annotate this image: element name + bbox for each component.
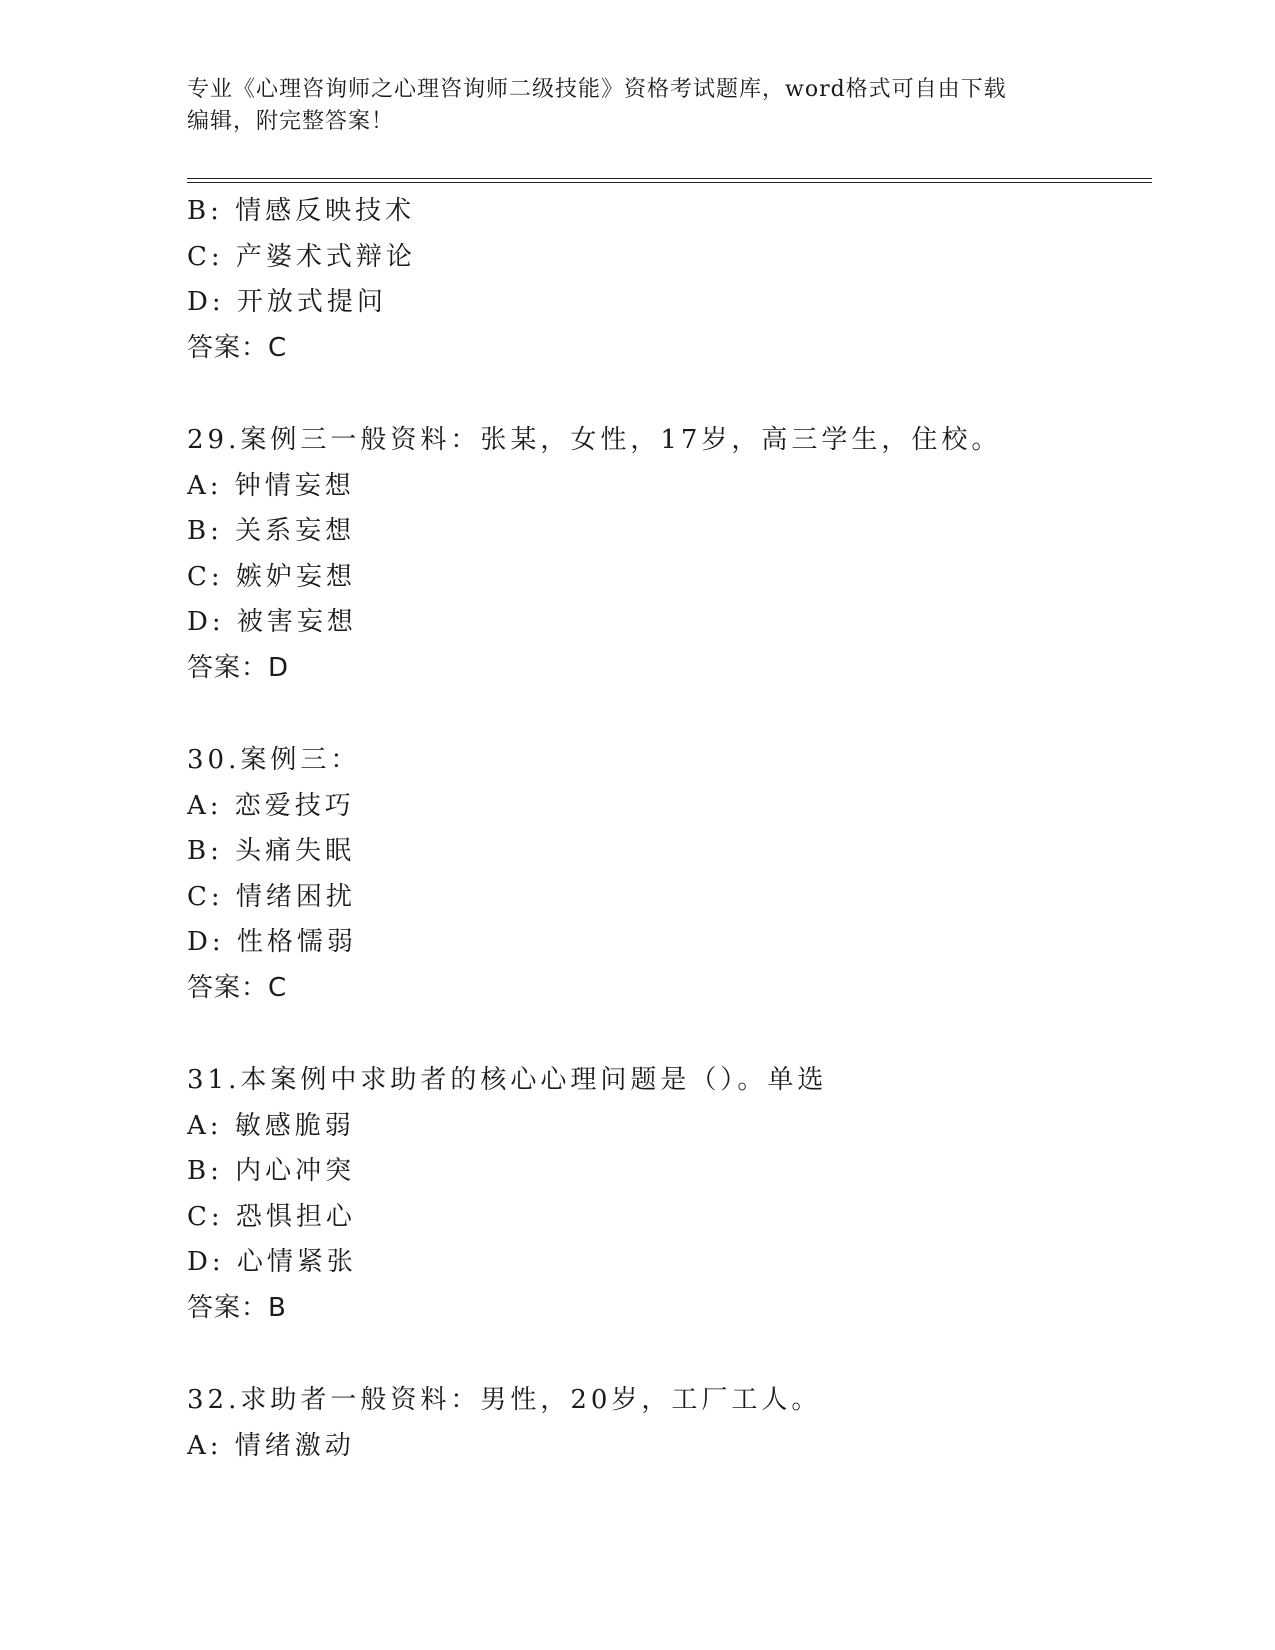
header-divider-bottom [187,182,1152,183]
option-b: B: 内心冲突 [187,1156,356,1186]
option-c: C: 嫉妒妄想 [187,561,356,592]
question-text: 29.案例三一般资料：张某，女性，17岁，高三学生，住校。 [187,425,1002,455]
answer: 答案：B [187,1292,287,1323]
option-b: B: 情感反映技术 [187,196,416,226]
option-b: B: 关系妄想 [187,516,356,546]
option-a: A: 情绪激动 [187,1430,355,1461]
option-a: A: 钟情妄想 [187,470,355,501]
option-d: D: 被害妄想 [187,607,357,637]
header-line-1: 专业《心理咨询师之心理咨询师二级技能》资格考试题库，word格式可自由下载 [187,77,1007,102]
option-c: C: 情绪困扰 [187,881,356,912]
option-a: A: 恋爱技巧 [187,790,355,821]
option-c: C: 产婆术式辩论 [187,241,416,272]
document-header [187,74,1067,138]
header-line-2: 编辑，附完整答案！ [187,109,395,134]
answer: 答案：C [187,972,288,1003]
question-text: 32.求助者一般资料：男性，20岁，工厂工人。 [187,1385,822,1415]
option-d: D: 性格懦弱 [187,927,357,957]
header-divider-top [187,178,1152,179]
question-text: 30.案例三： [187,745,361,775]
option-b: B: 头痛失眠 [187,836,356,866]
question-text: 31.本案例中求助者的核心心理问题是（）。单选 [187,1065,828,1095]
option-d: D: 开放式提问 [187,287,387,317]
answer: 答案：C [187,332,288,363]
answer: 答案：D [187,652,290,683]
option-c: C: 恐惧担心 [187,1201,356,1232]
option-a: A: 敏感脆弱 [187,1110,355,1141]
question-list [187,189,1152,1469]
option-d: D: 心情紧张 [187,1247,357,1277]
